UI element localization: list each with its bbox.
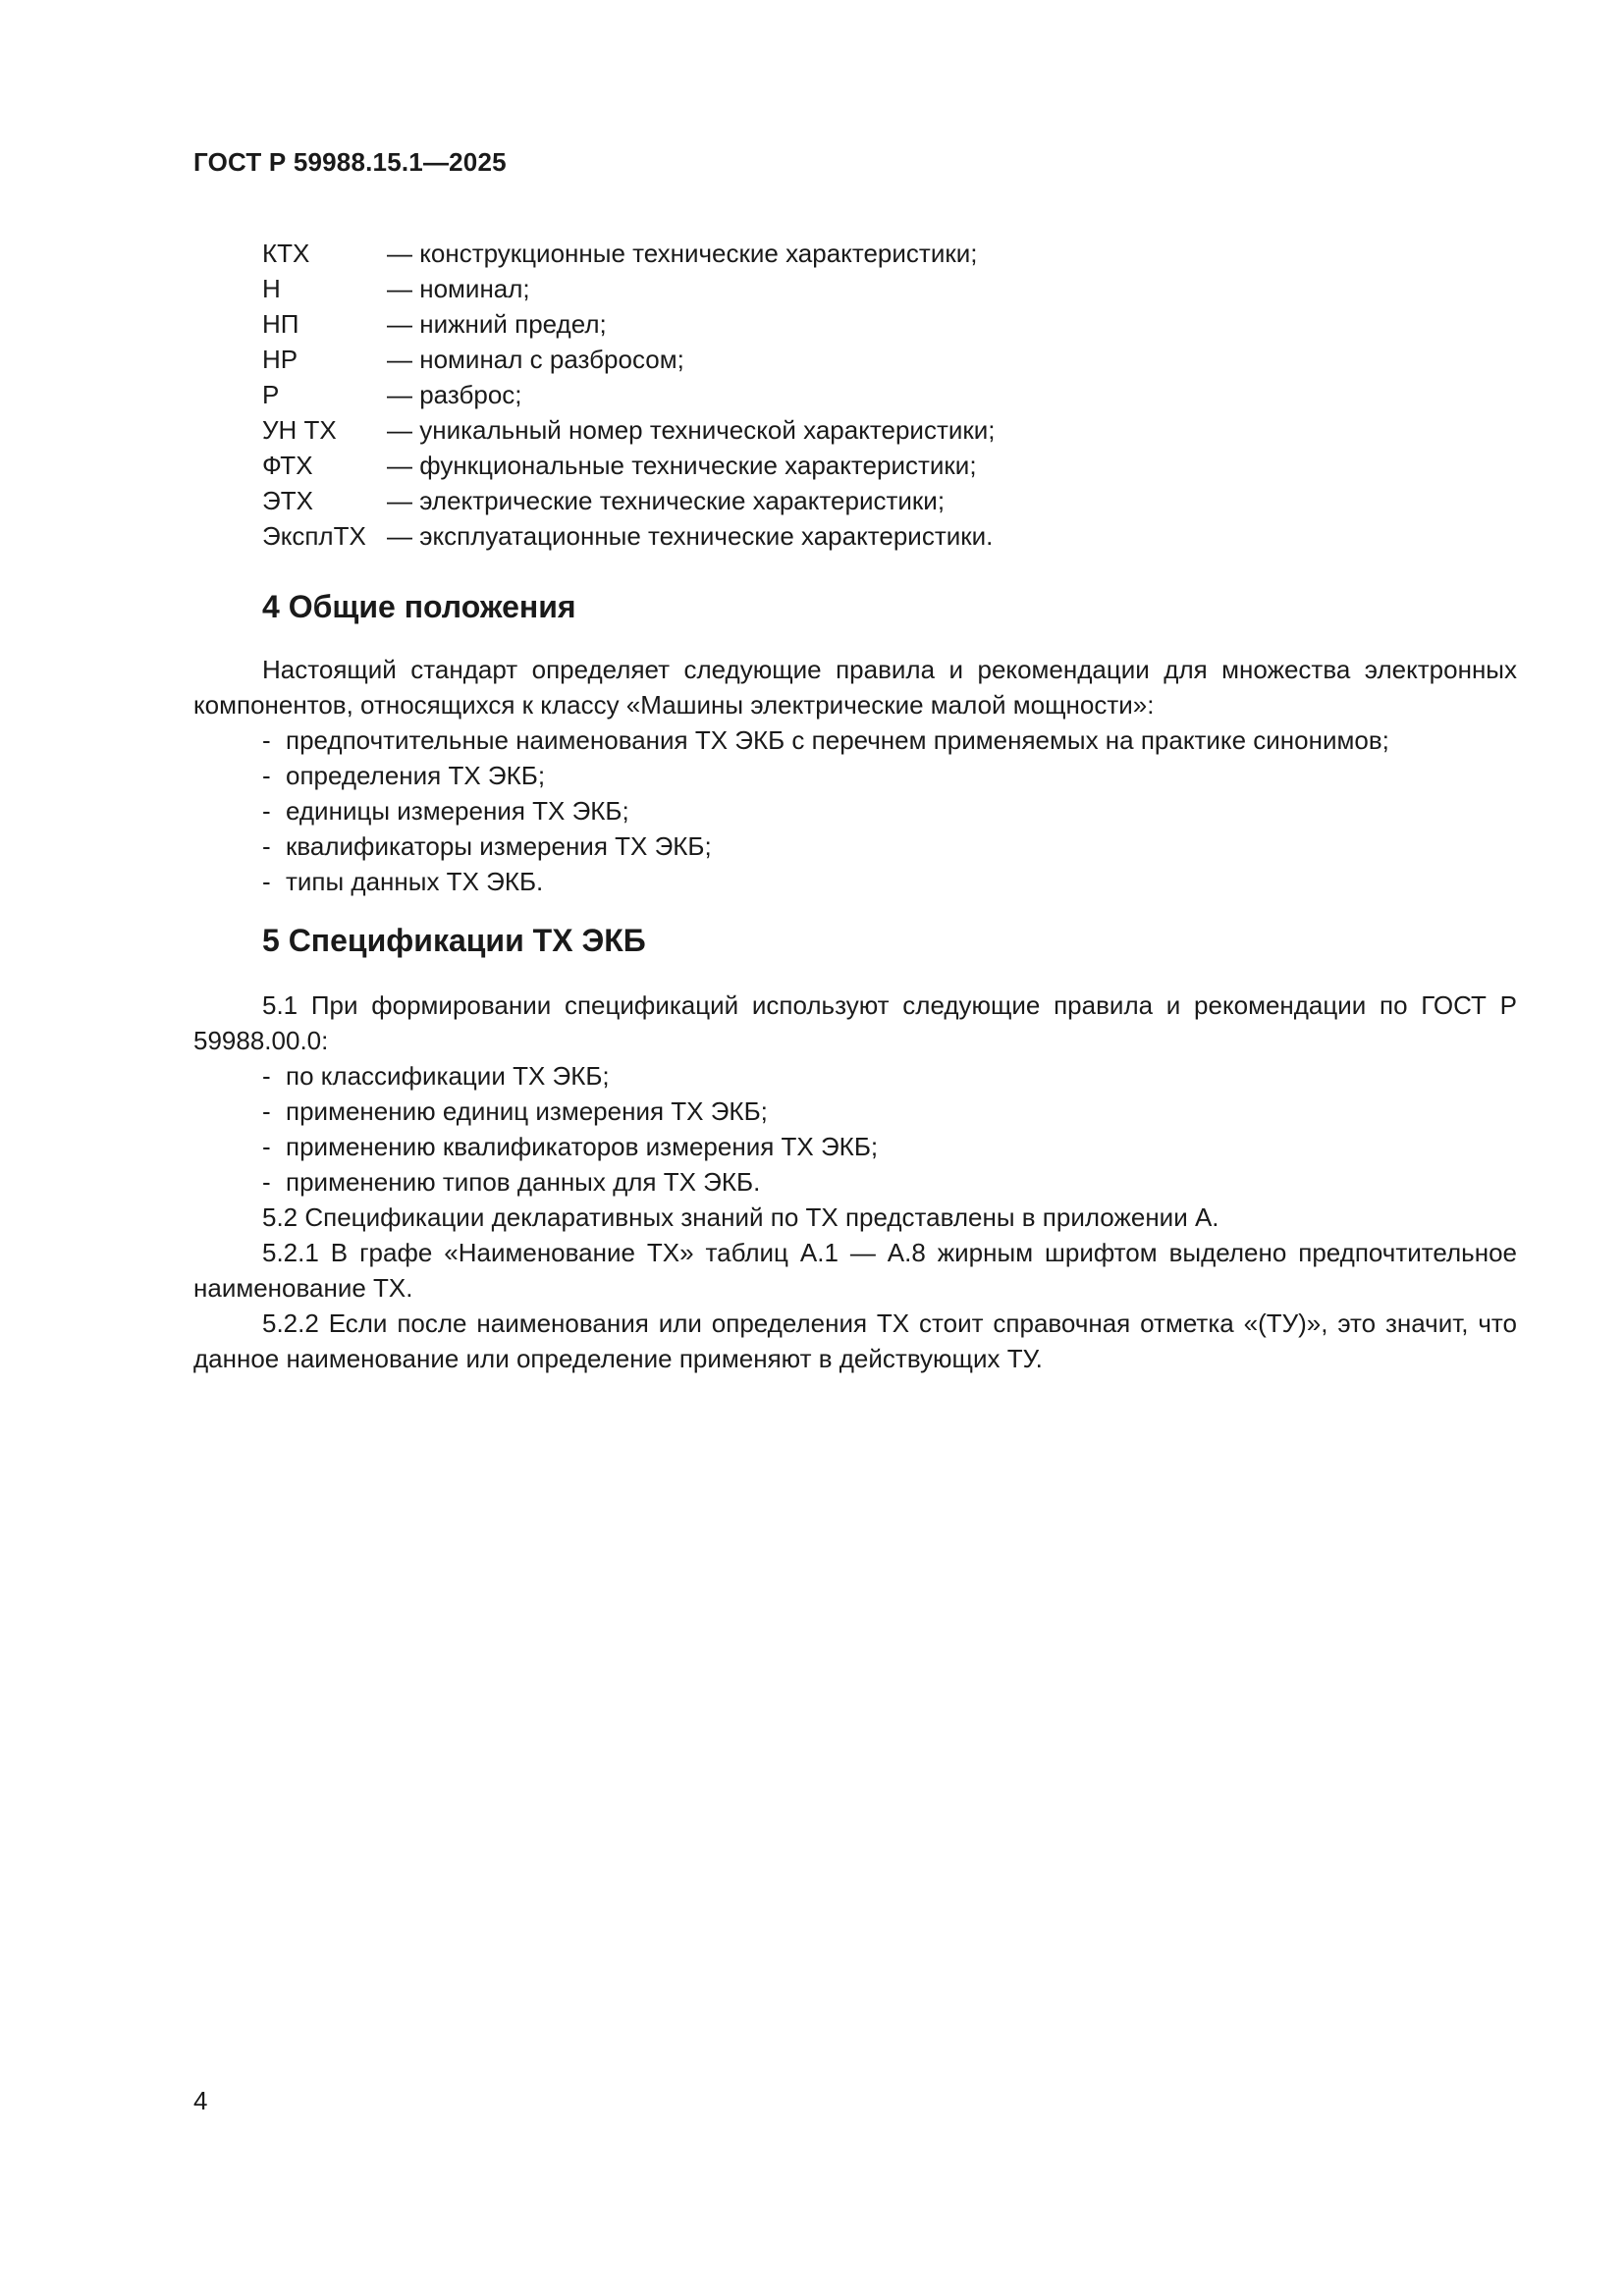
abbreviation-term: КТХ <box>262 239 310 268</box>
list-item <box>193 722 1517 758</box>
abbreviation-definition: — электрические технические характеристики; <box>387 486 946 515</box>
section-4-title: 4 Общие положения <box>262 589 576 624</box>
abbreviation-term: НП <box>262 309 299 339</box>
list-item-text: определения ТХ ЭКБ; <box>286 761 546 790</box>
list-item-text: применению единиц измерения ТХ ЭКБ; <box>286 1096 768 1126</box>
abbreviation-definition: — эксплуатационные технические характеристики. <box>387 521 994 551</box>
list-item-text: типы данных ТХ ЭКБ. <box>286 867 544 896</box>
bullet-marker: - <box>262 796 271 826</box>
section-5-title: 5 Спецификации ТХ ЭКБ <box>262 923 646 958</box>
abbreviation-item <box>262 342 996 377</box>
page-number: 4 <box>193 2086 208 2115</box>
abbreviation-definition: — функциональные технические характеристики; <box>387 451 977 480</box>
list-item-text: единицы измерения ТХ ЭКБ; <box>286 796 629 826</box>
abbreviation-item <box>262 271 996 306</box>
abbreviation-item <box>262 236 996 271</box>
abbreviation-definition: — нижний предел; <box>387 309 607 339</box>
bullet-marker: - <box>262 1061 271 1091</box>
clause-5-2-1: 5.2.1 В графе «Наименование ТХ» таблиц А.1 — А.8 жирным шрифтом выделено предпочтительное наименование ТХ. <box>193 1238 1517 1303</box>
abbreviation-term: НР <box>262 345 298 374</box>
abbreviation-item <box>262 412 996 448</box>
clause-5-2-2: 5.2.2 Если после наименования или определения ТХ стоит справочная отметка «(ТУ)», это значит, что данное наименование или определение применяют в действующих ТУ. <box>193 1308 1517 1373</box>
abbreviation-term: ЭТХ <box>262 486 313 515</box>
list-item <box>193 758 1517 793</box>
abbreviation-definition: — конструкционные технические характеристики; <box>387 239 978 268</box>
document-header: ГОСТ Р 59988.15.1—2025 <box>193 147 507 177</box>
section-5-body <box>193 988 1517 1376</box>
list-item-text: по классификации ТХ ЭКБ; <box>286 1061 610 1091</box>
abbreviation-item <box>262 483 996 518</box>
list-item-text: предпочтительные наименования ТХ ЭКБ с перечнем применяемых на практике синонимов; <box>286 725 1389 755</box>
abbreviation-definition: — номинал; <box>387 274 530 303</box>
abbreviation-term: УН ТХ <box>262 415 337 445</box>
list-item-text: применению квалификаторов измерения ТХ ЭКБ; <box>286 1132 879 1161</box>
bullet-marker: - <box>262 1132 271 1161</box>
list-item <box>193 1164 1517 1200</box>
abbreviation-definition: — разброс; <box>387 380 522 409</box>
list-item-text: применению типов данных для ТХ ЭКБ. <box>286 1167 761 1197</box>
bullet-marker: - <box>262 867 271 896</box>
clause-5-1: 5.1 При формировании спецификаций используют следующие правила и рекомендации по ГОСТ Р 59988.00.0: <box>193 990 1517 1055</box>
bullet-marker: - <box>262 1096 271 1126</box>
abbreviation-definition: — номинал с разбросом; <box>387 345 684 374</box>
abbreviation-item <box>262 518 996 554</box>
abbreviation-term: Н <box>262 274 281 303</box>
list-item <box>193 864 1517 899</box>
abbreviation-definition: — уникальный номер технической характеристики; <box>387 415 996 445</box>
section-4-body <box>193 652 1517 899</box>
abbreviation-term: Р <box>262 380 280 409</box>
abbreviation-term: ЭксплТХ <box>262 521 366 551</box>
section-4-intro: Настоящий стандарт определяет следующие правила и рекомендации для множества электронных компонентов, относящихся к классу «Машины электрические малой мощности»: <box>193 655 1517 720</box>
clause-5-2: 5.2 Спецификации декларативных знаний по ТХ представлены в приложении А. <box>262 1202 1219 1232</box>
list-item <box>193 828 1517 864</box>
list-item <box>193 1058 1517 1094</box>
bullet-marker: - <box>262 761 271 790</box>
list-item-text: квалификаторы измерения ТХ ЭКБ; <box>286 831 712 861</box>
bullet-marker: - <box>262 725 271 755</box>
bullet-marker: - <box>262 1167 271 1197</box>
bullet-marker: - <box>262 831 271 861</box>
abbreviation-item <box>262 306 996 342</box>
list-item <box>193 793 1517 828</box>
abbreviation-list <box>262 236 996 554</box>
abbreviation-item <box>262 377 996 412</box>
list-item <box>193 1094 1517 1129</box>
abbreviation-item <box>262 448 996 483</box>
list-item <box>193 1129 1517 1164</box>
abbreviation-term: ФТХ <box>262 451 313 480</box>
